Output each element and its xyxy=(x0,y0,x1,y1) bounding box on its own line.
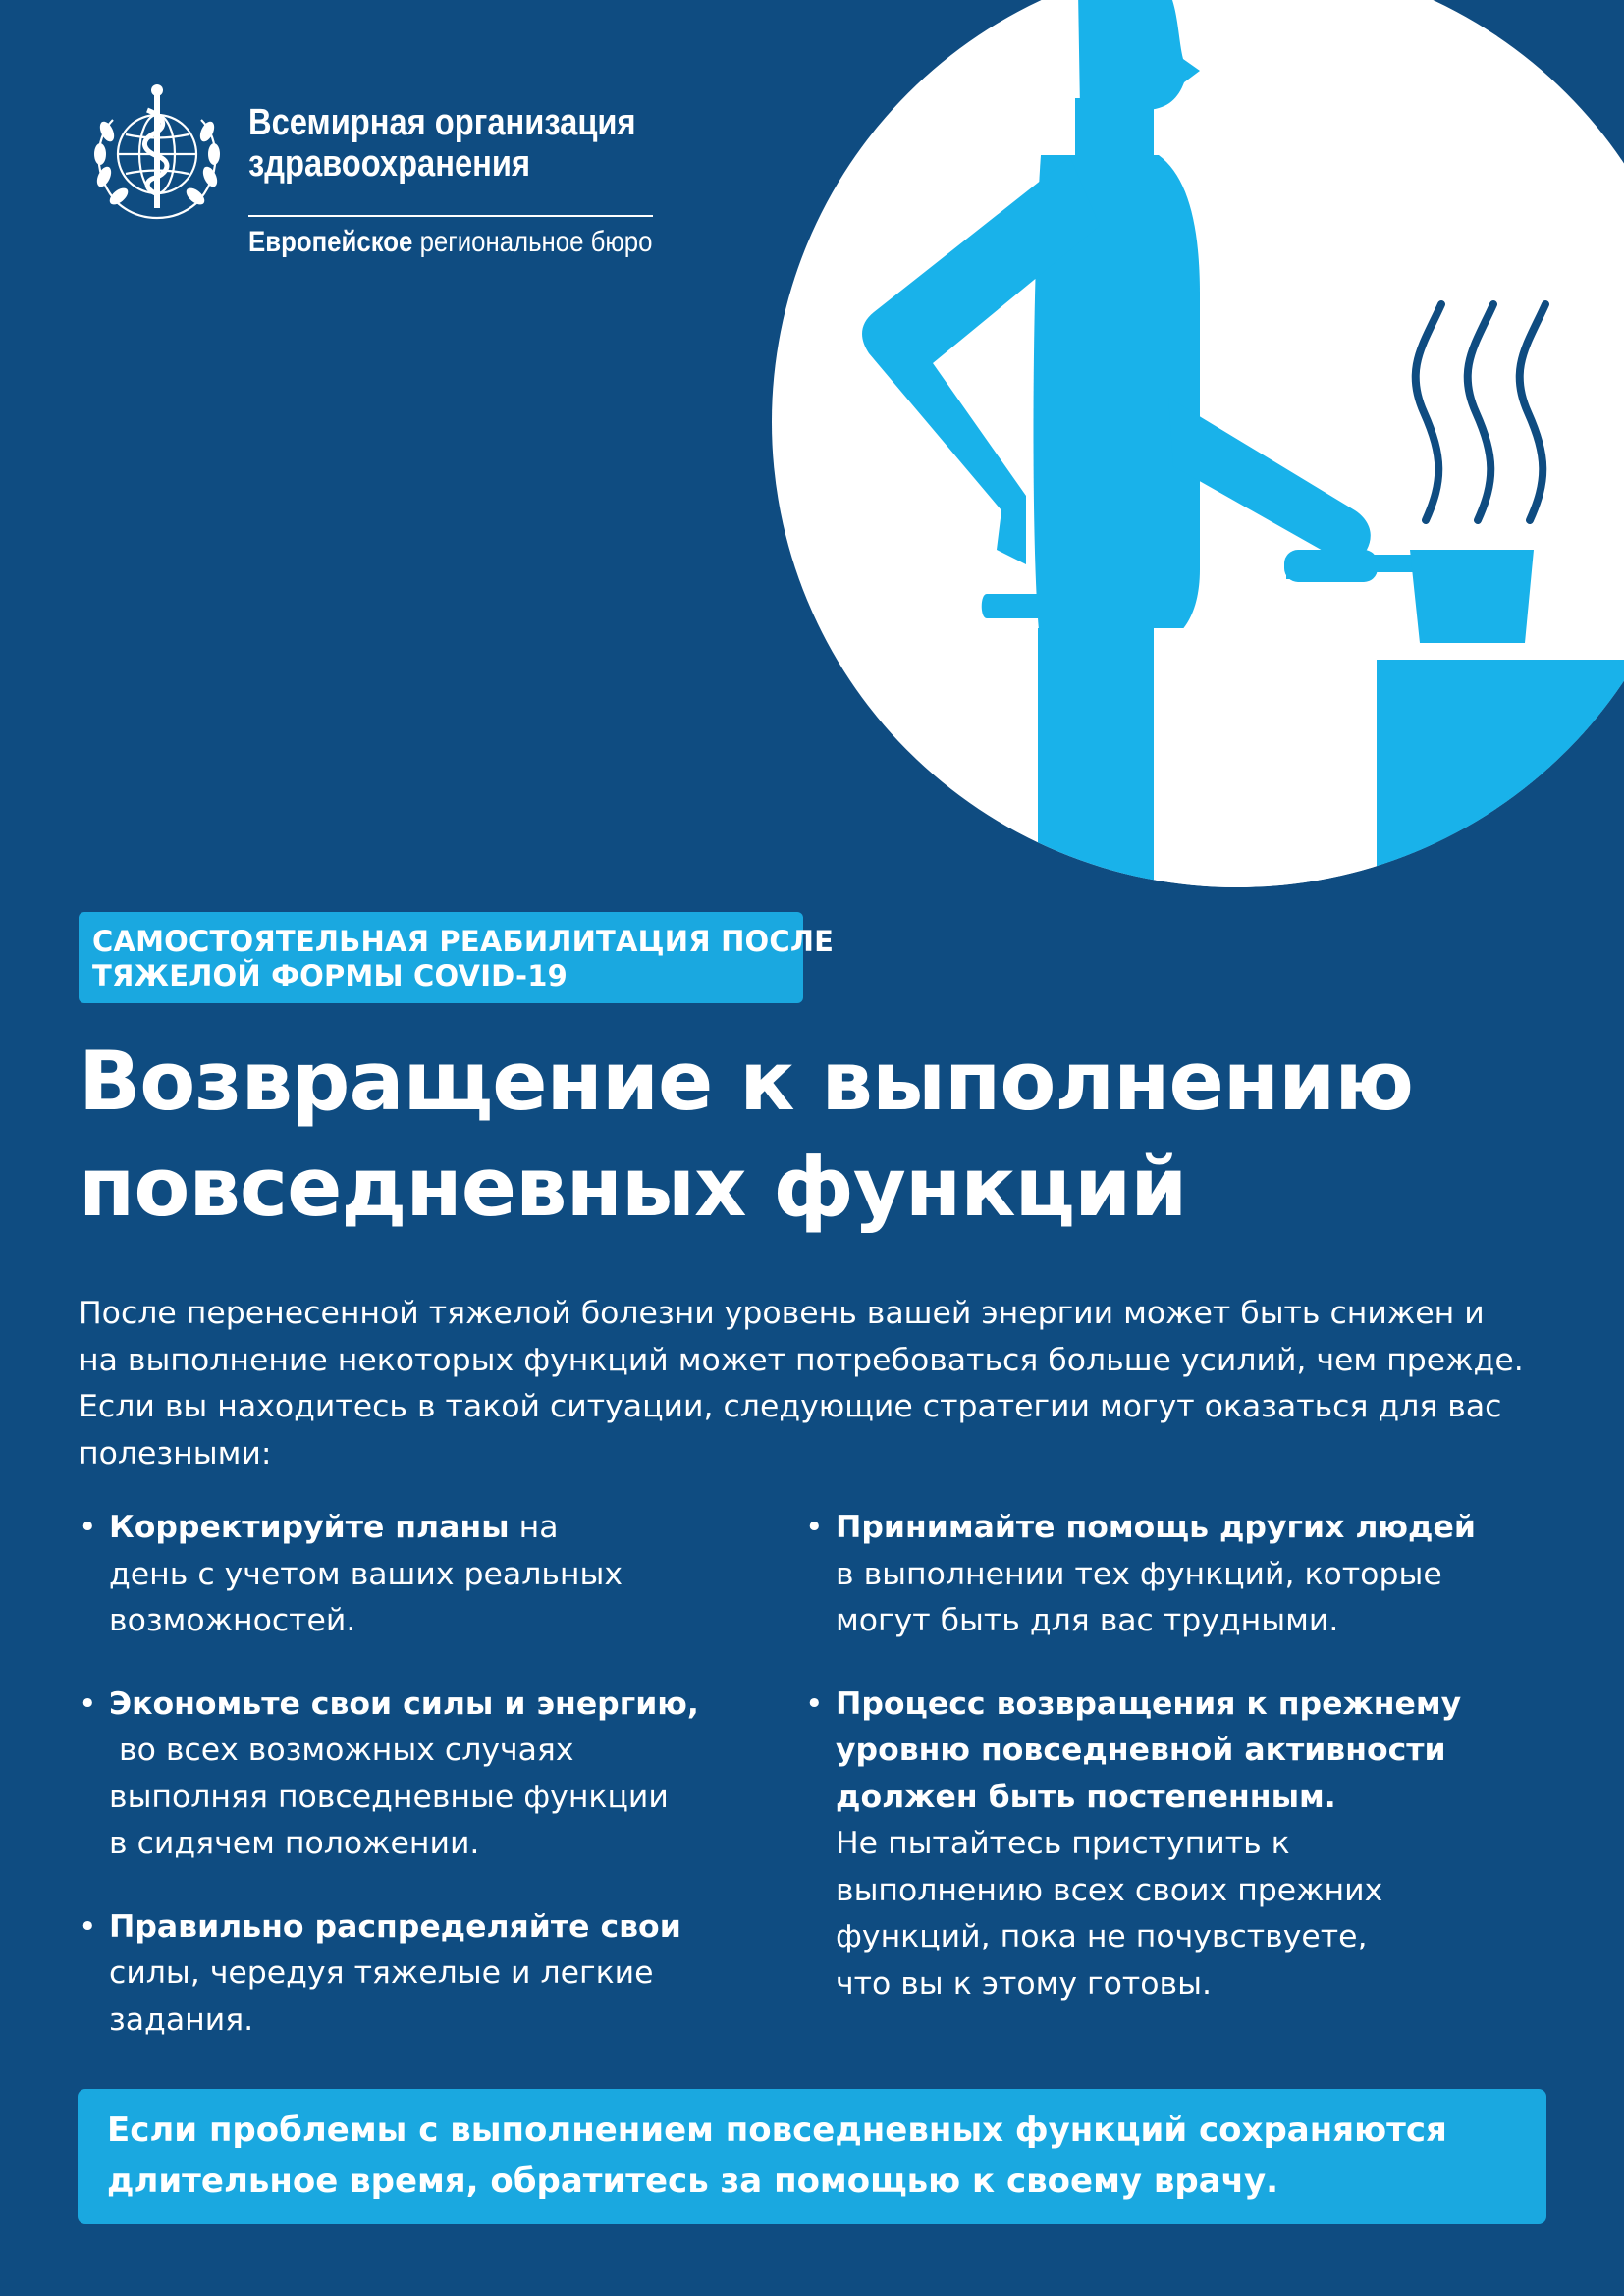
bullet-bold: Принимайте помощь других людей xyxy=(836,1510,1476,1545)
intro-line: После перенесенной тяжелой болезни уровень вашей энергии может быть снижен и xyxy=(79,1296,1485,1331)
bullet-text: Не пытайтесь приступить к xyxy=(836,1826,1290,1861)
series-tag-line2: ТЯЖЕЛОЙ ФОРМЫ COVID-19 xyxy=(92,959,568,992)
bullet-bold: уровню повседневной активности xyxy=(836,1733,1446,1768)
page-title xyxy=(79,1029,1571,1241)
banner-line2: длительное время, обратитесь за помощью к своему врачу. xyxy=(107,2162,1279,2201)
bullet-text: задания. xyxy=(109,2002,254,2038)
title-line2: повседневных функций xyxy=(79,1140,1187,1235)
bullet-text: в сидячем положении. xyxy=(109,1826,480,1861)
intro-line: полезными: xyxy=(79,1435,272,1471)
logo-divider xyxy=(248,215,653,217)
bullet-text: силы, чередуя тяжелые и легкие xyxy=(109,1955,654,1991)
who-logo xyxy=(74,80,663,277)
bullet-bold: должен быть постепенным. xyxy=(836,1779,1336,1815)
series-tag-line1: САМОСТОЯТЕЛЬНАЯ РЕАБИЛИТАЦИЯ ПОСЛЕ xyxy=(92,925,835,958)
bullet-text: что вы к этому готовы. xyxy=(836,1965,1212,2002)
bullet-marker: • xyxy=(805,1510,824,1545)
org-name-line1: Всемирная организация xyxy=(248,102,636,143)
org-name-line2: здравоохранения xyxy=(248,143,531,185)
bullet-text: в выполнении тех функций, которые xyxy=(836,1556,1442,1592)
bullet-marker: • xyxy=(79,1510,97,1545)
bullets-right xyxy=(805,1505,1492,2044)
bullet-marker: • xyxy=(79,1908,97,1945)
bullet-adjust-plans xyxy=(79,1505,766,1645)
bullet-distribute-effort xyxy=(79,1904,766,2045)
bullet-text: могут быть для вас трудными. xyxy=(836,1603,1339,1638)
bullet-gradual-return xyxy=(805,1682,1492,2008)
bullet-text: возможностей. xyxy=(109,1603,356,1638)
bullet-bold: Корректируйте планы xyxy=(109,1510,510,1545)
region-bold: Европейское xyxy=(248,226,413,258)
banner-line1: Если проблемы с выполнением повседневных функций сохраняются xyxy=(107,2110,1447,2150)
bullet-text: на xyxy=(509,1510,559,1545)
bullet-text: во всех возможных случаях xyxy=(109,1733,574,1768)
title-line1: Возвращение к выполнению xyxy=(79,1034,1413,1129)
bullet-bold: Процесс возвращения к прежнему xyxy=(836,1685,1462,1722)
person-cooking-icon xyxy=(766,0,1624,903)
doctor-advice-banner xyxy=(78,2089,1546,2224)
bullet-bold: Экономьте свои силы и энергию, xyxy=(109,1685,699,1722)
intro-line: на выполнение некоторых функций может потребоваться больше усилий, чем прежде. xyxy=(79,1342,1524,1378)
series-tag xyxy=(79,912,835,1003)
bullet-marker: • xyxy=(79,1685,97,1722)
bullet-text: выполняя повседневные функции xyxy=(109,1779,669,1815)
bullet-text: день с учетом ваших реальных xyxy=(109,1556,623,1592)
bullets-left xyxy=(79,1505,766,2080)
bullet-marker: • xyxy=(805,1685,824,1722)
intro-paragraph xyxy=(79,1291,1571,1477)
bullet-bold: Правильно распределяйте свои xyxy=(109,1908,681,1945)
bullet-accept-help xyxy=(805,1505,1492,1645)
region-rest: региональное бюро xyxy=(412,226,653,258)
bullet-text: выполнению всех своих прежних xyxy=(836,1872,1383,1908)
intro-line: Если вы находитесь в такой ситуации, следующие стратегии могут оказаться для вас xyxy=(79,1389,1502,1424)
bullet-text: функций, пока не почувствуете, xyxy=(836,1919,1368,1954)
org-name xyxy=(248,102,636,185)
region-office xyxy=(248,226,652,259)
bullet-save-energy xyxy=(79,1682,766,1868)
who-emblem-icon xyxy=(74,80,241,228)
